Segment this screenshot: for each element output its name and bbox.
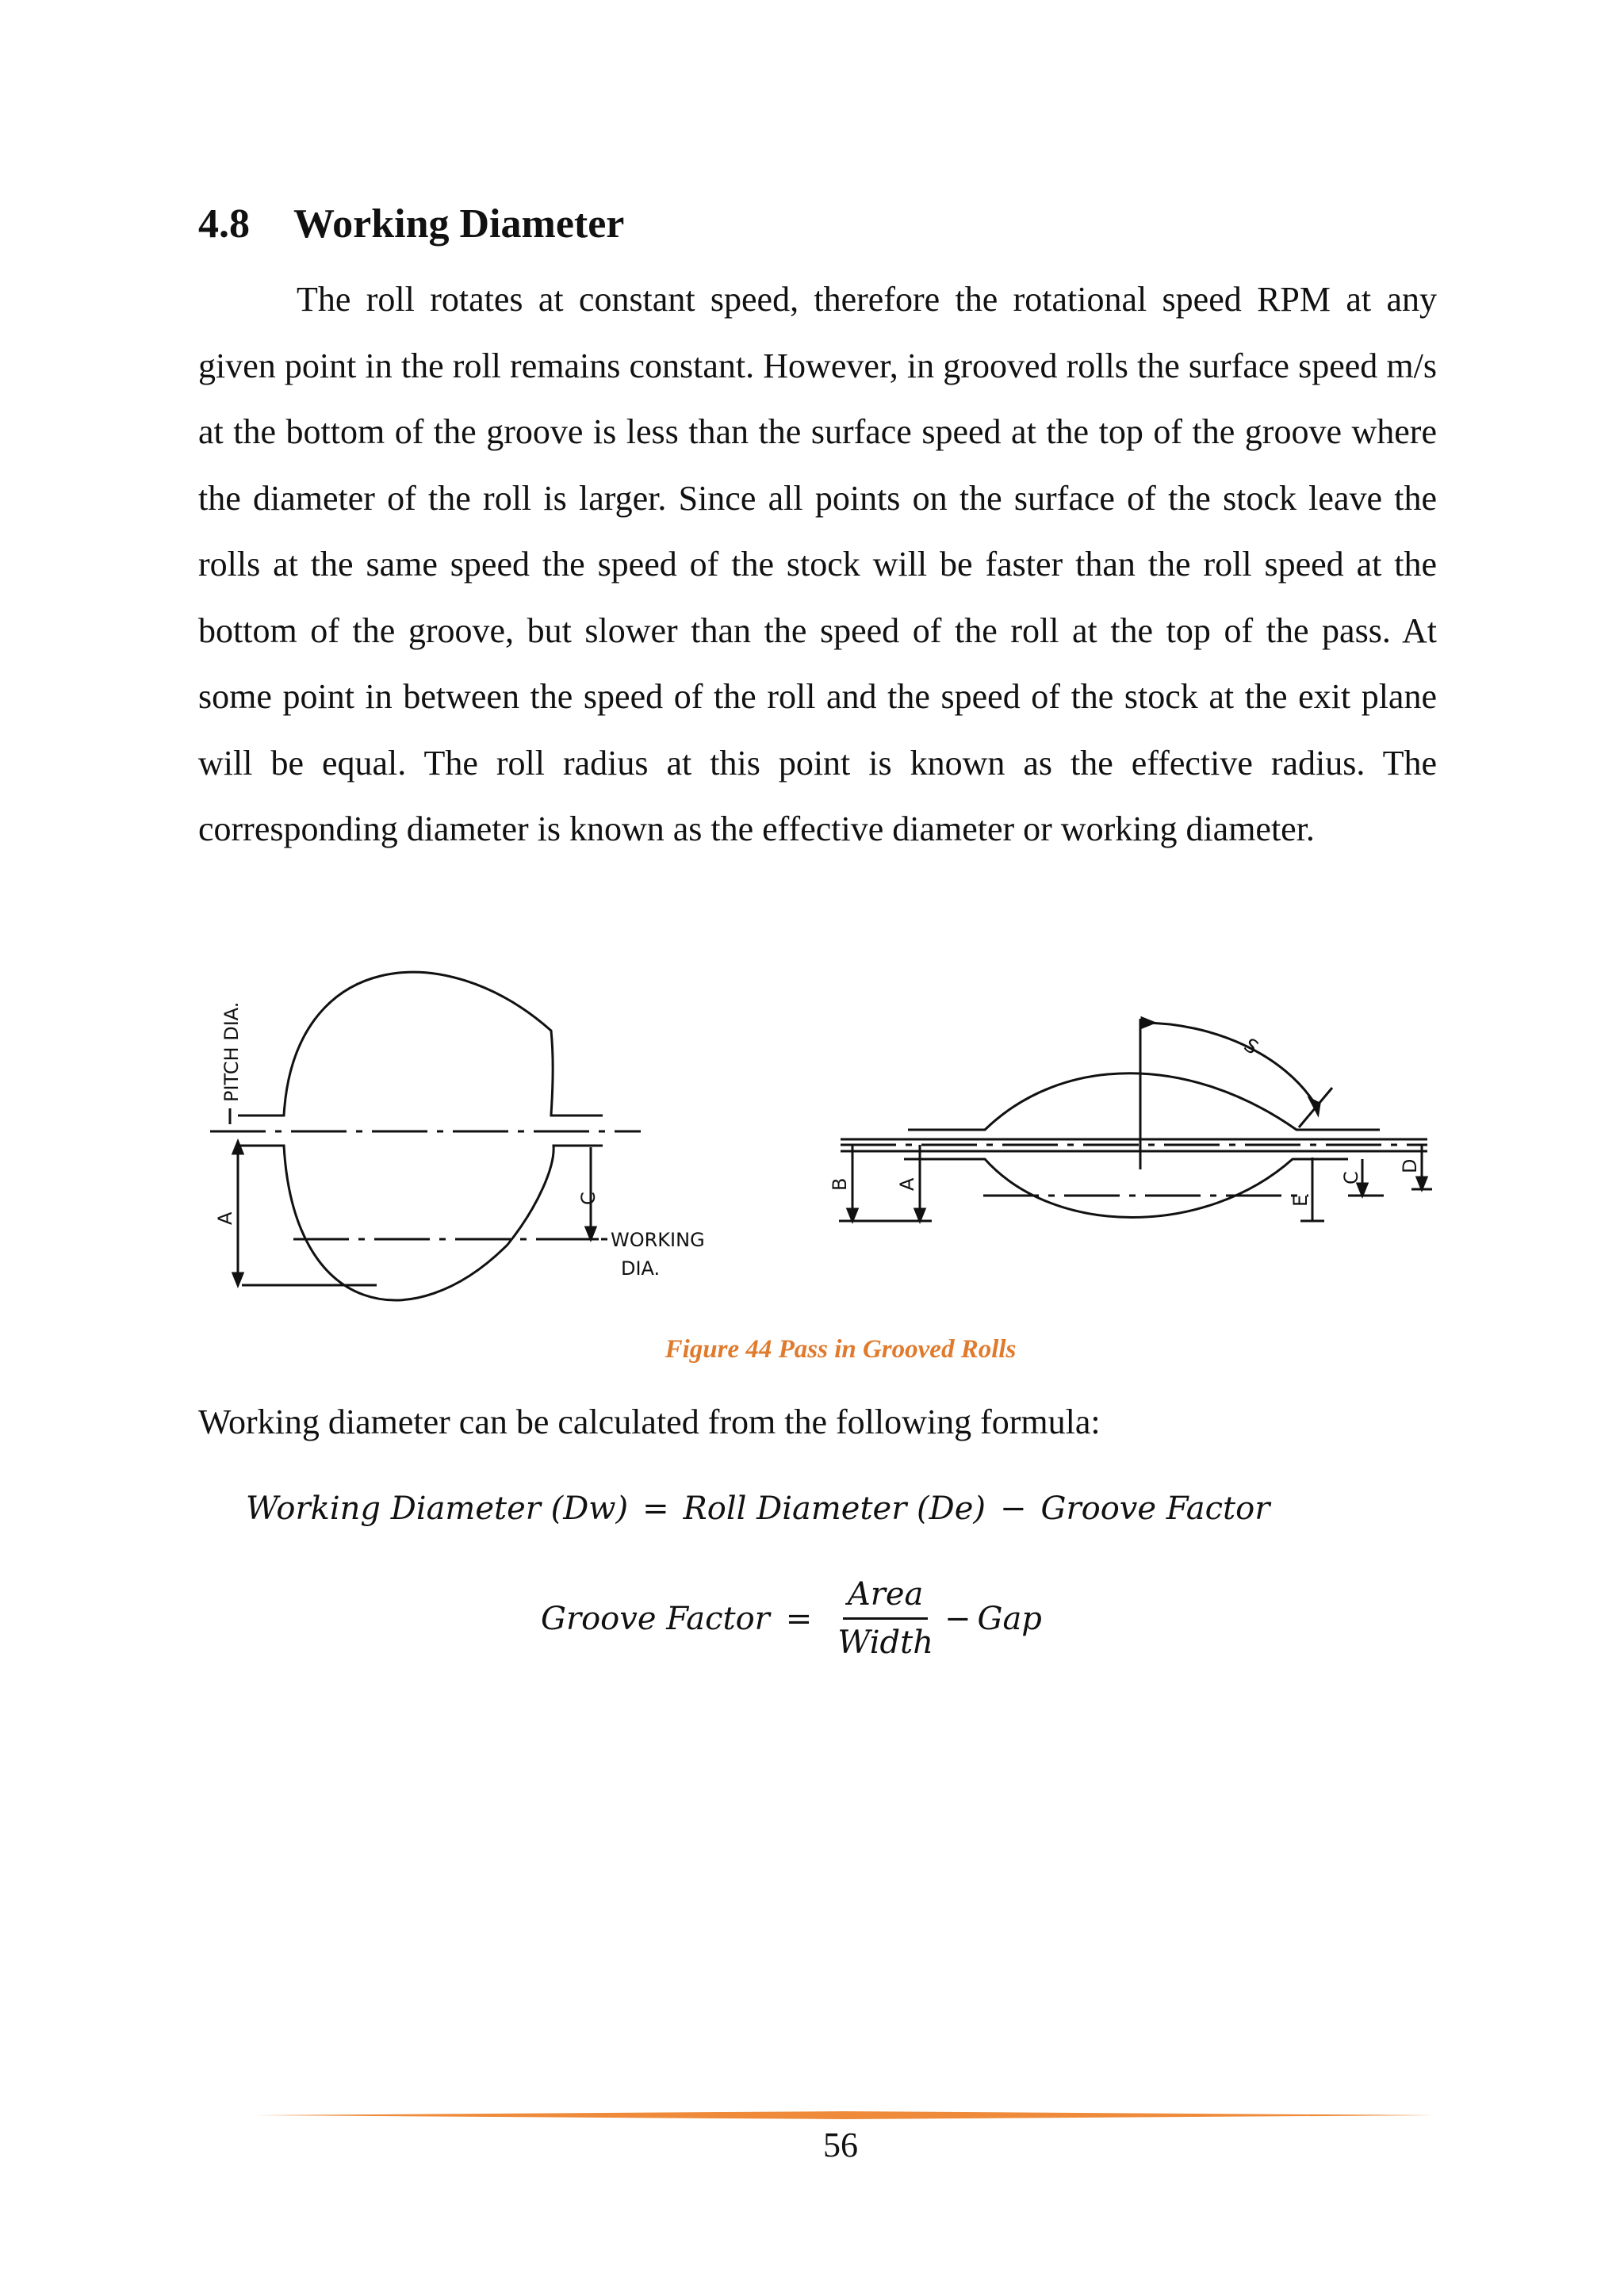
arrow	[1358, 1184, 1367, 1196]
label-a-left: A	[214, 1211, 236, 1225]
eq1-term1: Roll Diameter (De)	[683, 1490, 986, 1527]
eq1-minus: −	[1000, 1490, 1027, 1527]
section-title: Working Diameter	[293, 201, 625, 247]
arrow	[586, 1227, 596, 1239]
working-diameter-equation	[246, 1490, 1270, 1527]
arrow	[233, 1142, 243, 1154]
label-e: E	[1289, 1194, 1312, 1207]
round-pass-diagram	[210, 972, 705, 1300]
label-s: S	[1239, 1033, 1263, 1059]
formula-intro: Working diameter can be calculated from the following formula:	[198, 1402, 1101, 1441]
eq1-term2: Groove Factor	[1040, 1490, 1270, 1527]
arrow	[1417, 1177, 1427, 1189]
area-width-fraction	[833, 1576, 938, 1661]
fraction-denominator: Width	[837, 1624, 933, 1661]
figure-caption: Figure 44 Pass in Grooved Rolls	[665, 1335, 1017, 1364]
eq2-lhs: Groove Factor	[541, 1600, 770, 1637]
eq2-minus: −	[944, 1600, 971, 1637]
paragraph-text: The roll rotates at constant speed, therefore the rotational speed RPM at any given point in the roll remains constant. However, in grooved rolls the surface speed m/s at the bottom of the groove is less than the surface speed at the top of the groove where the diameter of the roll is larger. Since all points on the surface of the stock leave the rolls at the same speed the speed of the stock will be faster than the roll speed at the bottom of the groove, but slower than the speed of the roll at the top of the pass. At some point in between the speed of the roll and the speed of the stock at the exit plane will be equal. The roll radius at this point is known as the effective radius. The corresponding diameter is known as the effective diameter or working diameter.	[198, 280, 1437, 848]
oval-pass-diagram	[829, 1018, 1432, 1221]
arrow	[233, 1273, 243, 1285]
arrow	[915, 1209, 925, 1221]
label-dia: DIA.	[621, 1257, 661, 1280]
label-c-left: C	[577, 1192, 599, 1205]
label-pitch-dia: PITCH DIA.	[220, 1001, 243, 1102]
eq2-term: Gap	[977, 1600, 1042, 1637]
arrow	[1142, 1018, 1154, 1027]
eq2-equals: =	[785, 1600, 813, 1637]
label-d: D	[1399, 1158, 1421, 1173]
label-working: WORKING	[611, 1229, 705, 1251]
groove-factor-equation	[541, 1576, 1042, 1661]
eq1-lhs: Working Diameter (Dw)	[246, 1490, 629, 1527]
label-c-right: C	[1340, 1171, 1362, 1184]
s-leader	[1299, 1088, 1332, 1127]
section-number: 4.8	[198, 201, 250, 247]
fraction-numerator: Area	[843, 1576, 929, 1620]
label-b: B	[829, 1177, 851, 1191]
lower-oval-profile	[904, 1159, 1348, 1218]
label-a-right: A	[896, 1177, 918, 1191]
arrow	[848, 1209, 857, 1221]
eq1-equals: =	[642, 1490, 669, 1527]
lower-roll-profile	[238, 1146, 603, 1300]
upper-roll-profile	[238, 972, 603, 1115]
page-number: 56	[823, 2126, 858, 2164]
upper-oval-profile	[908, 1073, 1380, 1130]
footer-rule	[254, 2111, 1435, 2119]
